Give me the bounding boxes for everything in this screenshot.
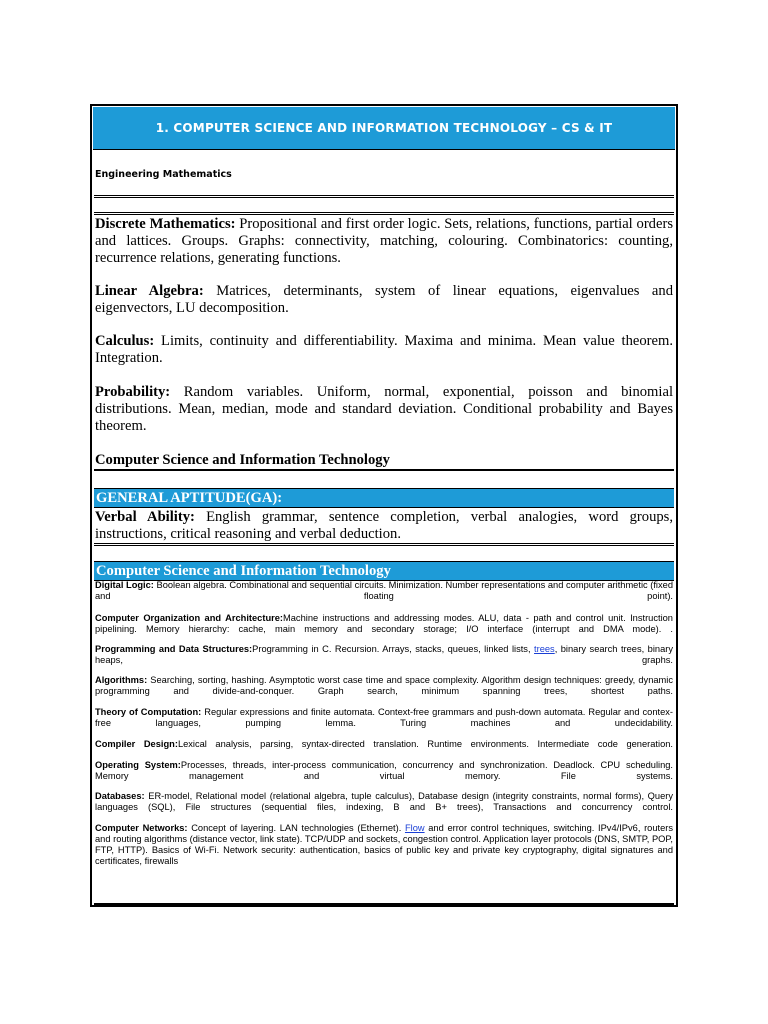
general-aptitude-bar: GENERAL APTITUDE(GA): [94,488,674,508]
syllabus-frame [90,104,678,907]
divider [94,903,674,905]
topic-text: ER-model, Relational model (relational algebra, tuple calculus), Database design (integrity constraints, normal forms), Query languages (SQL), File structures (sequential files, indexing, B and B+ trees), Transactions and concurrency control. [95,791,673,812]
trees-link[interactable]: trees [534,644,555,654]
topic-compiler-design [95,739,673,750]
engineering-mathematics-label: Engineering Mathematics [95,169,232,180]
topic-text: Boolean algebra. Combinational and sequential circuits. Minimization. Number representations and computer arithmetic (fixed and floating point). [95,580,673,601]
topic-text: Random variables. Uniform, normal, exponential, poisson and binomial distributions. Mean, median, mode and standard deviation. Conditional probability and Bayes theorem. [95,384,673,434]
topic-text: Programming in C. Recursion. Arrays, stacks, queues, linked lists, [252,644,535,654]
divider [94,195,674,198]
topic-computer-networks [95,823,673,867]
topic-databases [95,791,673,813]
topic-programming-data-structures [95,644,673,666]
topic-title: Databases: [95,791,145,801]
topic-text: Processes, threads, inter-process communication, concurrency and synchronization. Deadlock. CPU scheduling. Memory management and virtual memory. File systems. [95,760,673,781]
topic-linear-algebra [95,283,673,317]
topic-probability [95,384,673,435]
section-title-bar [93,107,675,150]
topic-title: Theory of Computation: [95,707,202,717]
topic-text: and error control techniques, switching. IPv4/IPv6, routers and routing algorithms (distance vector, link state). TCP/UDP and sockets, congestion control. Application layer protocols (DNS, SMTP, POP, FTP, HTTP). Basics of Wi-Fi. Network security: authentication, basics of public key and private key cryptography, digital signatures and certificates, firewalls [95,823,674,866]
topic-text: Regular expressions and finite automata. Context-free grammars and push-down automata. Regular and contex-free languages, pumping lemma. Turing machines and undecidability. [95,707,673,728]
topic-theory-of-computation [95,707,673,729]
topic-operating-system [95,760,673,782]
topic-title: Discrete Mathematics: [95,216,236,232]
topic-title: Verbal Ability: [95,509,195,525]
flow-link[interactable]: Flow [404,823,425,833]
divider [94,212,674,215]
topic-text: Lexical analysis, parsing, syntax-directed translation. Runtime environments. Intermediate code generation. [177,739,673,749]
topic-title: Computer Organization and Architecture: [95,613,284,623]
topic-computer-organization [95,613,673,635]
topic-title: Computer Networks: [95,823,188,833]
topic-title: Algorithms: [95,675,148,685]
section-title: 1. COMPUTER SCIENCE AND INFORMATION TECHNOLOGY – CS & IT [155,121,613,135]
topic-text: , binary search trees, binary heaps, graphs. [95,644,673,665]
topic-calculus [95,333,673,367]
topic-digital-logic [95,580,673,602]
topic-text: Propositional and first order logic. Sets, relations, functions, partial orders and lattices. Groups. Graphs: connectivity, matching, colouring. Combinatorics: counting, recurrence relations, generating functions. [95,216,673,266]
topic-discrete-mathematics [95,216,673,267]
topic-text: Searching, sorting, hashing. Asymptotic worst case time and space complexity. Algorithm design techniques: greedy, dynamic programming and divide-and-conquer. Graph search, minimum spanning trees, shortest paths. [95,675,673,696]
topic-verbal-ability [95,509,673,543]
topic-title: Operating System: [95,760,181,770]
topic-text: Limits, continuity and differentiability. Maxima and minima. Mean value theorem. Integration. [95,333,673,366]
topic-title: Linear Algebra: [95,283,204,299]
divider [94,469,674,471]
topic-text: Concept of layering. LAN technologies (Ethernet). [187,823,405,833]
topic-title: Probability: [95,384,171,400]
cs-it-bar: Computer Science and Information Technology [94,561,674,581]
topic-text: Machine instructions and addressing modes. ALU, data - path and control unit. Instruction pipelining. Memory hierarchy: cache, main memory and secondary storage; I/O interface (interrupt and DMA mode). . [95,613,673,634]
topic-text: English grammar, sentence completion, verbal analogies, word groups, instructions, critical reasoning and verbal deduction. [95,509,673,542]
topic-title: Calculus: [95,333,155,349]
topic-title: Digital Logic: [95,580,154,590]
divider [94,543,674,546]
cs-it-heading: Computer Science and Information Technology [95,452,390,468]
topic-title: Compiler Design: [95,739,178,749]
topic-algorithms [95,675,673,697]
topic-title: Programming and Data Structures: [95,644,253,654]
topic-text: Matrices, determinants, system of linear equations, eigenvalues and eigenvectors, LU decomposition. [95,283,673,316]
